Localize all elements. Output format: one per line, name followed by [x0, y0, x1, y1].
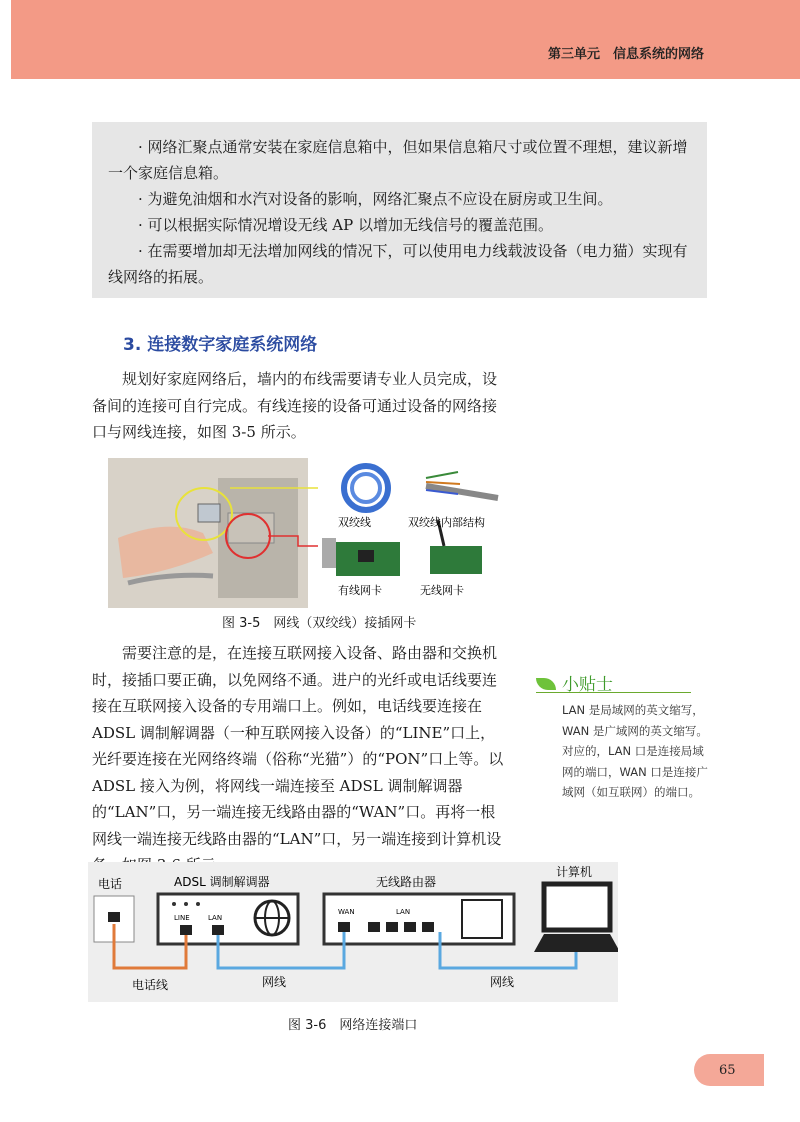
note-item-1: · 网络汇聚点通常安装在家庭信息箱中，但如果信息箱尺寸或位置不理想，建议新增一个家庭信息箱。 — [108, 138, 688, 182]
modem-lan-port — [212, 925, 224, 935]
unit-title: 第三单元 信息系统的网络 — [547, 47, 704, 62]
rj45-plug-icon — [198, 504, 220, 522]
adsl-modem — [158, 894, 298, 944]
tip-header — [536, 672, 691, 693]
twisted-pair-icon — [344, 466, 388, 510]
figure-3-6 — [88, 862, 618, 1002]
modem-lan-port-label: LAN — [208, 914, 223, 922]
page-header — [11, 0, 800, 79]
wireless-router — [324, 894, 514, 944]
router-wan-port — [338, 922, 350, 932]
laptop-icon — [534, 884, 618, 952]
figure-3-5 — [108, 458, 500, 608]
note-item-4: · 在需要增加却无法增加网线的情况下，可以使用电力线载波设备（电力猫）实现有线网络的拓展。 — [108, 242, 688, 286]
note-item-3: · 可以根据实际情况增设无线 AP 以增加无线信号的覆盖范围。 — [138, 216, 554, 234]
line-port — [180, 925, 192, 935]
label-wired-nic: 有线网卡 — [338, 584, 382, 597]
wired-nic-icon — [322, 538, 400, 576]
tip-body: LAN 是局域网的英文缩写，WAN 是广域网的英文缩写。对应的，LAN 口是连接局域网的端口，WAN 口是连接广域网（如互联网）的端口。 — [562, 703, 708, 799]
label-cable-1: 网线 — [262, 975, 287, 989]
note-box — [92, 122, 707, 298]
label-router: 无线路由器 — [376, 875, 437, 889]
label-computer: 计算机 — [556, 865, 593, 879]
label-twisted-structure: 双绞线内部结构 — [408, 516, 485, 529]
paragraph-1: 规划好家庭网络后，墙内的布线需要请专业人员完成，设备间的连接可自行完成。有线连接的设备可通过设备的网络接口与网线连接，如图 3-5 所示。 — [92, 370, 498, 441]
section-title: 3. 连接数字家庭系统网络 — [123, 335, 318, 355]
router-wan-port-label: WAN — [338, 908, 355, 916]
router-lan-port-2 — [386, 922, 398, 932]
leaf-icon — [536, 678, 556, 690]
router-lan-port-1 — [368, 922, 380, 932]
figure-3-6-caption: 图 3-6 网络连接端口 — [288, 1018, 418, 1033]
label-twisted-pair: 双绞线 — [338, 516, 371, 529]
label-wireless-nic: 无线网卡 — [420, 584, 464, 597]
twisted-pair-structure-icon — [426, 472, 498, 498]
router-lan-port-label: LAN — [396, 908, 411, 916]
figure-3-5-caption: 图 3-5 网线（双绞线）接插网卡 — [222, 616, 417, 631]
label-cable-2: 网线 — [490, 975, 515, 989]
modem-line-port-label: LINE — [174, 914, 190, 922]
tip-title: 小贴士 — [562, 675, 613, 695]
note-item-2: · 为避免油烟和水汽对设备的影响，网络汇聚点不应设在厨房或卫生间。 — [138, 190, 613, 208]
page-number: 65 — [719, 1063, 736, 1078]
paragraph-2: 需要注意的是，在连接互联网接入设备、路由器和交换机时，接插口要正确，以免网络不通。进户的光纤或电话线要连接在互联网接入设备的专用端口上。例如，电话线要连接在 ADSL 调制解调器（一种互联网接入设备）的“LINE”口上，光纤要连接在光网络终端（俗称“光猫”）的“PON”口上等。以 ADSL 接入为例，将网线一端连接至 ADSL 调制解调器的“LAN”口，另一端连接无线路由器的“WAN”口。再将一根网线一端连接无线路由器的“LAN”口，另一端连接到计算机设 — [92, 644, 504, 848]
router-lan-port-4 — [422, 922, 434, 932]
router-lan-port-3 — [404, 922, 416, 932]
label-phone: 电话 — [98, 877, 123, 891]
label-modem: ADSL 调制解调器 — [174, 875, 270, 889]
label-phone-cable: 电话线 — [132, 978, 169, 992]
